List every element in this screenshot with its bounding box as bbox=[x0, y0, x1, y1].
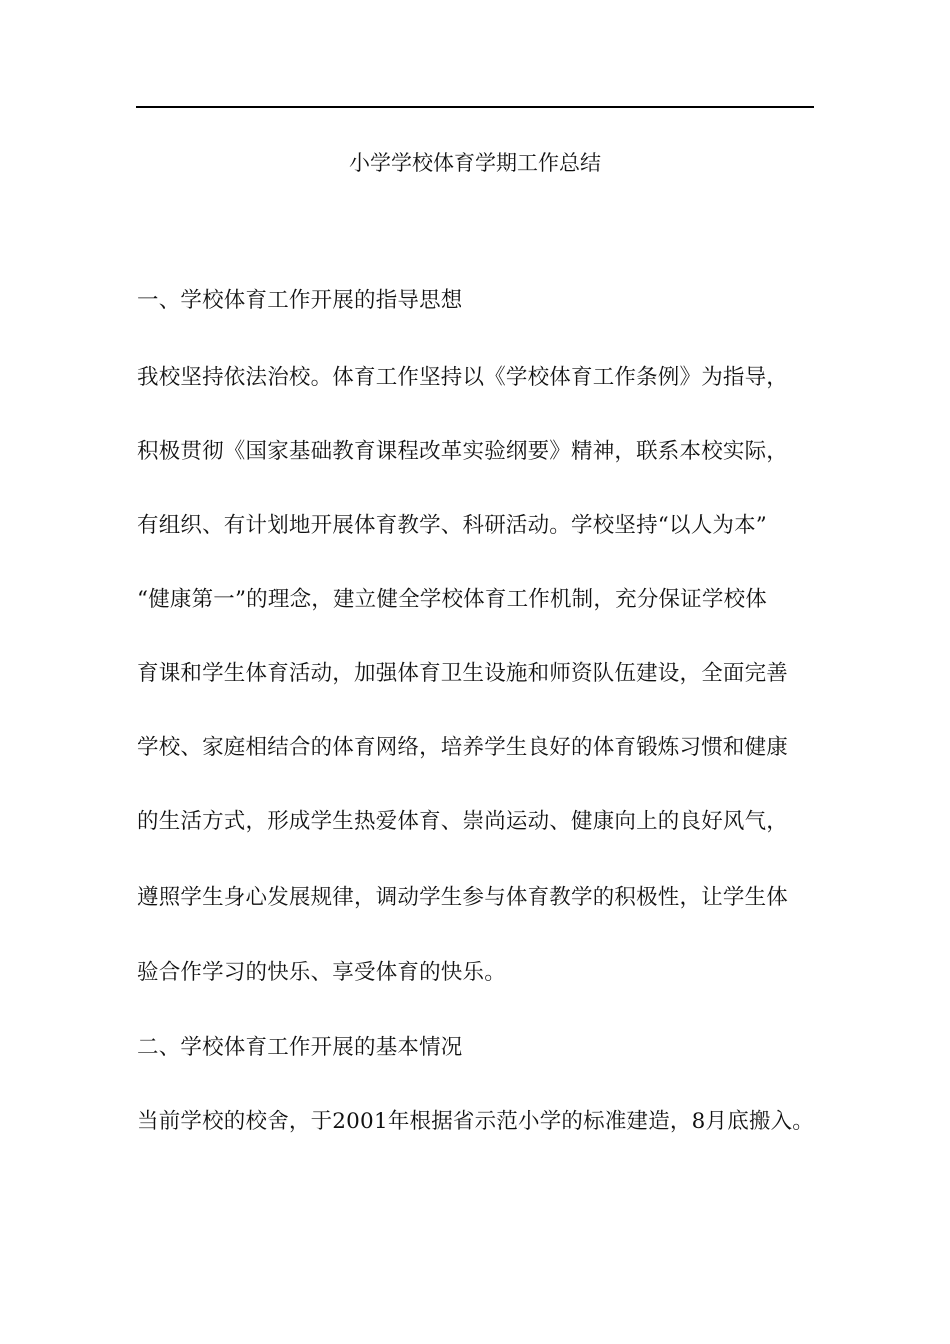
paragraph-line: 当前学校的校舍，于2001年根据省示范小学的标准建造，8月底搬入。 bbox=[137, 1109, 814, 1134]
paragraph-line: 积极贯彻《国家基础教育课程改革实验纲要》精神，联系本校实际， bbox=[137, 439, 789, 464]
paragraph-line: 我校坚持依法治校。体育工作坚持以《学校体育工作条例》为指导， bbox=[137, 365, 789, 390]
paragraph-line: 的生活方式，形成学生热爱体育、崇尚运动、健康向上的良好风气， bbox=[137, 809, 789, 834]
section-heading-1: 一、学校体育工作开展的指导思想 bbox=[137, 288, 463, 313]
paragraph-line: “健康第一”的理念，建立健全学校体育工作机制，充分保证学校体 bbox=[137, 587, 767, 612]
paragraph-line: 遵照学生身心发展规律，调动学生参与体育教学的积极性，让学生体 bbox=[137, 885, 789, 910]
paragraph-line: 有组织、有计划地开展体育教学、科研活动。学校坚持“以人为本” bbox=[137, 513, 767, 538]
paragraph-line: 育课和学生体育活动，加强体育卫生设施和师资队伍建设，全面完善 bbox=[137, 661, 789, 686]
paragraph-line: 验合作学习的快乐、享受体育的快乐。 bbox=[137, 960, 506, 985]
document-title: 小学学校体育学期工作总结 bbox=[349, 151, 601, 175]
section-heading-2: 二、学校体育工作开展的基本情况 bbox=[137, 1035, 463, 1060]
paragraph-line: 学校、家庭相结合的体育网络，培养学生良好的体育锻炼习惯和健康 bbox=[137, 735, 789, 760]
header-rule bbox=[136, 106, 814, 108]
